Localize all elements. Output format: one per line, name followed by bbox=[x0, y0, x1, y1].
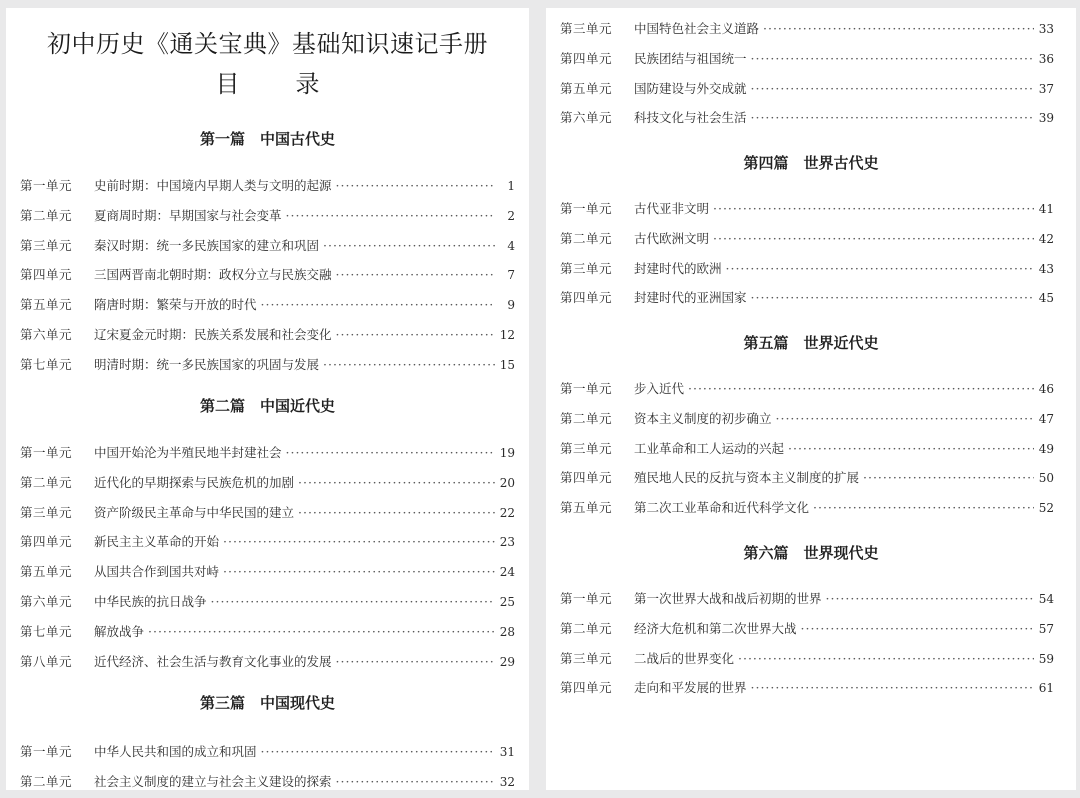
page-number: 4 bbox=[507, 238, 515, 253]
unit-label: 第四单元 bbox=[560, 470, 613, 486]
toc-heading: 目录 bbox=[215, 70, 376, 98]
unit-label: 第二单元 bbox=[20, 474, 73, 490]
toc-list bbox=[6, 737, 529, 797]
page-number: 20 bbox=[499, 475, 515, 490]
entry-title: 史前时期：中国境内早期人类与文明的起源 bbox=[94, 178, 332, 193]
dot-leader bbox=[713, 194, 1034, 224]
unit-label: 第四单元 bbox=[560, 680, 613, 696]
page-number: 28 bbox=[499, 624, 515, 639]
unit-label: 第一单元 bbox=[560, 201, 613, 216]
book-title: 初中历史《通关宝典》基础知识速记手册 bbox=[47, 30, 488, 58]
entry-title: 国防建设与外交成就 bbox=[634, 80, 747, 96]
toc-list bbox=[546, 14, 1076, 133]
toc-entry[interactable] bbox=[546, 614, 1076, 644]
toc-entry[interactable] bbox=[6, 617, 529, 647]
entry-title: 古代亚非文明 bbox=[634, 201, 710, 216]
dot-leader bbox=[336, 320, 495, 350]
unit-label: 第七单元 bbox=[20, 356, 73, 372]
page-number: 43 bbox=[1038, 261, 1054, 276]
page-number: 22 bbox=[499, 505, 515, 520]
unit-label: 第五单元 bbox=[20, 564, 73, 580]
dot-leader bbox=[323, 231, 495, 261]
dot-leader bbox=[286, 201, 495, 231]
unit-label: 第五单元 bbox=[560, 500, 613, 516]
toc-entry[interactable] bbox=[546, 493, 1076, 523]
toc-list bbox=[6, 438, 529, 676]
unit-label: 第四单元 bbox=[20, 534, 73, 550]
unit-label: 第七单元 bbox=[20, 623, 73, 639]
dot-leader bbox=[826, 584, 1034, 614]
unit-label: 第二单元 bbox=[560, 620, 613, 636]
entry-title: 资产阶级民主革命与中华民国的建立 bbox=[94, 504, 295, 520]
page-number: 49 bbox=[1038, 441, 1054, 456]
entry-title: 三国两晋南北朝时期：政权分立与民族交融 bbox=[94, 267, 332, 283]
page-number: 46 bbox=[1038, 382, 1054, 396]
part-title: 第一篇 中国古代史 bbox=[199, 130, 335, 148]
entry-title: 步入近代 bbox=[634, 381, 685, 396]
dot-leader bbox=[751, 44, 1034, 74]
part3-continued-section bbox=[546, 14, 1076, 133]
page-number: 41 bbox=[1038, 202, 1054, 216]
dot-leader bbox=[801, 614, 1034, 644]
toc-entry[interactable] bbox=[546, 14, 1076, 44]
entry-title: 中国特色社会主义道路 bbox=[634, 21, 760, 36]
page-number: 61 bbox=[1038, 681, 1054, 696]
unit-label: 第一单元 bbox=[20, 445, 73, 460]
entry-title: 封建时代的亚洲国家 bbox=[634, 290, 747, 306]
dot-leader bbox=[788, 434, 1034, 464]
unit-label: 第三单元 bbox=[20, 504, 73, 520]
page-number: 54 bbox=[1038, 592, 1054, 606]
dot-leader bbox=[763, 14, 1034, 44]
dot-leader bbox=[751, 103, 1034, 133]
page-number: 36 bbox=[1038, 51, 1054, 66]
toc-entry[interactable] bbox=[546, 283, 1076, 313]
dot-leader bbox=[738, 644, 1034, 674]
toc-entry[interactable] bbox=[546, 194, 1076, 224]
entry-title: 社会主义制度的建立与社会主义建设的探索 bbox=[94, 773, 332, 789]
toc-entry[interactable] bbox=[6, 587, 529, 617]
page-number: 45 bbox=[1038, 291, 1054, 306]
dot-leader bbox=[298, 468, 495, 498]
dot-leader bbox=[813, 493, 1034, 523]
unit-label: 第四单元 bbox=[560, 290, 613, 306]
dot-leader bbox=[336, 767, 495, 797]
part6-section bbox=[546, 538, 1076, 703]
page-number: 39 bbox=[1038, 111, 1054, 126]
page-number: 57 bbox=[1038, 621, 1054, 636]
part-title: 第四篇 世界古代史 bbox=[743, 154, 879, 172]
toc-entry[interactable] bbox=[6, 260, 529, 290]
page-number: 7 bbox=[507, 268, 515, 283]
page-number: 1 bbox=[507, 179, 515, 193]
unit-label: 第一单元 bbox=[560, 381, 613, 396]
entry-title: 第二次工业革命和近代科学文化 bbox=[634, 500, 810, 516]
dot-leader bbox=[336, 260, 495, 290]
entry-title: 近代经济、社会生活与教育文化事业的发展 bbox=[94, 653, 332, 669]
unit-label: 第一单元 bbox=[20, 744, 73, 759]
unit-label: 第四单元 bbox=[20, 267, 73, 283]
part-title: 第三篇 中国现代史 bbox=[199, 694, 335, 712]
entry-title: 封建时代的欧洲 bbox=[634, 260, 722, 276]
entry-title: 走向和平发展的世界 bbox=[634, 680, 747, 696]
entry-title: 科技文化与社会生活 bbox=[634, 110, 747, 126]
toc-entry[interactable] bbox=[6, 527, 529, 557]
page-number: 12 bbox=[499, 327, 515, 342]
entry-title: 隋唐时期：繁荣与开放的时代 bbox=[94, 297, 257, 313]
part-title: 第二篇 中国近代史 bbox=[199, 397, 335, 415]
toc-entry[interactable] bbox=[6, 767, 529, 797]
page-number: 15 bbox=[499, 357, 515, 372]
dot-leader bbox=[261, 290, 495, 320]
unit-label: 第三单元 bbox=[560, 21, 613, 36]
unit-label: 第一单元 bbox=[560, 591, 613, 606]
unit-label: 第五单元 bbox=[560, 80, 613, 96]
entry-title: 明清时期：统一多民族国家的巩固与发展 bbox=[94, 356, 320, 372]
toc-entry[interactable] bbox=[6, 231, 529, 261]
left-page bbox=[6, 8, 529, 790]
dot-leader bbox=[261, 737, 495, 767]
unit-label: 第二单元 bbox=[560, 230, 613, 246]
unit-label: 第六单元 bbox=[20, 593, 73, 609]
dot-leader bbox=[751, 74, 1034, 104]
right-page bbox=[546, 8, 1076, 790]
entry-title: 从国共合作到国共对峙 bbox=[94, 564, 220, 580]
dot-leader bbox=[323, 350, 495, 380]
dot-leader bbox=[776, 404, 1034, 434]
toc-entry[interactable] bbox=[6, 468, 529, 498]
part1-section bbox=[6, 124, 529, 380]
toc-entry[interactable] bbox=[546, 434, 1076, 464]
entry-title: 近代化的早期探索与民族危机的加剧 bbox=[94, 474, 295, 490]
toc-entry[interactable] bbox=[546, 254, 1076, 284]
unit-label: 第二单元 bbox=[20, 773, 73, 789]
dot-leader bbox=[751, 283, 1034, 313]
entry-title: 资本主义制度的初步确立 bbox=[634, 410, 772, 426]
page-number: 52 bbox=[1038, 501, 1054, 516]
page-number: 33 bbox=[1038, 22, 1054, 36]
toc-entry[interactable] bbox=[6, 171, 529, 201]
page-number: 31 bbox=[499, 745, 515, 759]
toc-entry[interactable] bbox=[6, 201, 529, 231]
entry-title: 夏商周时期：早期国家与社会变革 bbox=[94, 207, 282, 223]
toc-entry[interactable] bbox=[546, 463, 1076, 493]
toc-entry[interactable] bbox=[546, 673, 1076, 703]
page-number: 2 bbox=[507, 208, 515, 223]
page-number: 23 bbox=[499, 535, 515, 550]
dot-leader bbox=[148, 617, 495, 647]
toc-entry[interactable] bbox=[6, 320, 529, 350]
unit-label: 第一单元 bbox=[20, 178, 73, 193]
toc-entry[interactable] bbox=[546, 584, 1076, 614]
dot-leader bbox=[688, 374, 1034, 404]
toc-entry[interactable] bbox=[546, 74, 1076, 104]
unit-label: 第三单元 bbox=[560, 650, 613, 666]
toc-list bbox=[546, 584, 1076, 703]
entry-title: 经济大危机和第二次世界大战 bbox=[634, 620, 797, 636]
entry-title: 中华人民共和国的成立和巩固 bbox=[94, 744, 257, 759]
page-number: 59 bbox=[1038, 651, 1054, 666]
page-number: 25 bbox=[499, 594, 515, 609]
unit-label: 第六单元 bbox=[20, 326, 73, 342]
part3-section bbox=[6, 688, 529, 797]
toc-entry[interactable] bbox=[6, 438, 529, 468]
dot-leader bbox=[863, 463, 1034, 493]
page-number: 19 bbox=[499, 446, 515, 460]
entry-title: 民族团结与祖国统一 bbox=[634, 50, 747, 66]
page-number: 50 bbox=[1038, 471, 1054, 486]
entry-title: 中华民族的抗日战争 bbox=[94, 593, 207, 609]
page-number: 32 bbox=[499, 774, 515, 789]
toc-list bbox=[546, 194, 1076, 313]
toc-entry[interactable] bbox=[546, 644, 1076, 674]
part-title: 第六篇 世界现代史 bbox=[743, 544, 879, 562]
entry-title: 新民主主义革命的开始 bbox=[94, 534, 220, 550]
toc-entry[interactable] bbox=[6, 557, 529, 587]
unit-label: 第三单元 bbox=[20, 237, 73, 253]
part4-section bbox=[546, 148, 1076, 313]
dot-leader bbox=[726, 254, 1034, 284]
page-number: 37 bbox=[1038, 81, 1054, 96]
toc-entry[interactable] bbox=[6, 498, 529, 528]
entry-title: 二战后的世界变化 bbox=[634, 650, 735, 666]
unit-label: 第二单元 bbox=[20, 207, 73, 223]
entry-title: 工业革命和工人运动的兴起 bbox=[634, 440, 785, 456]
toc-entry[interactable] bbox=[546, 374, 1076, 404]
entry-title: 中国开始沦为半殖民地半封建社会 bbox=[94, 445, 282, 460]
part5-section bbox=[546, 328, 1076, 523]
unit-label: 第六单元 bbox=[560, 110, 613, 126]
unit-label: 第四单元 bbox=[560, 50, 613, 66]
toc-entry[interactable] bbox=[546, 404, 1076, 434]
entry-title: 秦汉时期：统一多民族国家的建立和巩固 bbox=[94, 237, 320, 253]
toc-entry[interactable] bbox=[6, 290, 529, 320]
dot-leader bbox=[286, 438, 495, 468]
toc-entry[interactable] bbox=[6, 737, 529, 767]
toc-entry[interactable] bbox=[546, 103, 1076, 133]
entry-title: 辽宋夏金元时期：民族关系发展和社会变化 bbox=[94, 326, 332, 342]
unit-label: 第三单元 bbox=[560, 440, 613, 456]
unit-label: 第三单元 bbox=[560, 260, 613, 276]
page-number: 9 bbox=[507, 298, 515, 313]
dot-leader bbox=[336, 171, 495, 201]
page-number: 47 bbox=[1038, 411, 1054, 426]
unit-label: 第二单元 bbox=[560, 410, 613, 426]
dot-leader bbox=[211, 587, 495, 617]
entry-title: 殖民地人民的反抗与资本主义制度的扩展 bbox=[634, 470, 860, 486]
toc-entry[interactable] bbox=[546, 44, 1076, 74]
page-number: 42 bbox=[1038, 231, 1054, 246]
entry-title: 古代欧洲文明 bbox=[634, 230, 710, 246]
toc-list bbox=[546, 374, 1076, 523]
dot-leader bbox=[223, 557, 495, 587]
page-number: 29 bbox=[499, 654, 515, 669]
unit-label: 第八单元 bbox=[20, 653, 73, 669]
part2-section bbox=[6, 391, 529, 676]
toc-entry[interactable] bbox=[6, 647, 529, 677]
dot-leader bbox=[751, 673, 1034, 703]
part-title: 第五篇 世界近代史 bbox=[743, 334, 879, 352]
dot-leader bbox=[223, 527, 495, 557]
toc-entry[interactable] bbox=[6, 350, 529, 380]
page-number: 24 bbox=[499, 565, 515, 580]
unit-label: 第五单元 bbox=[20, 297, 73, 313]
dot-leader bbox=[336, 647, 495, 677]
dot-leader bbox=[298, 498, 495, 528]
toc-entry[interactable] bbox=[546, 224, 1076, 254]
entry-title: 第一次世界大战和战后初期的世界 bbox=[634, 591, 822, 606]
entry-title: 解放战争 bbox=[94, 623, 145, 639]
toc-list bbox=[6, 171, 529, 380]
dot-leader bbox=[713, 224, 1034, 254]
